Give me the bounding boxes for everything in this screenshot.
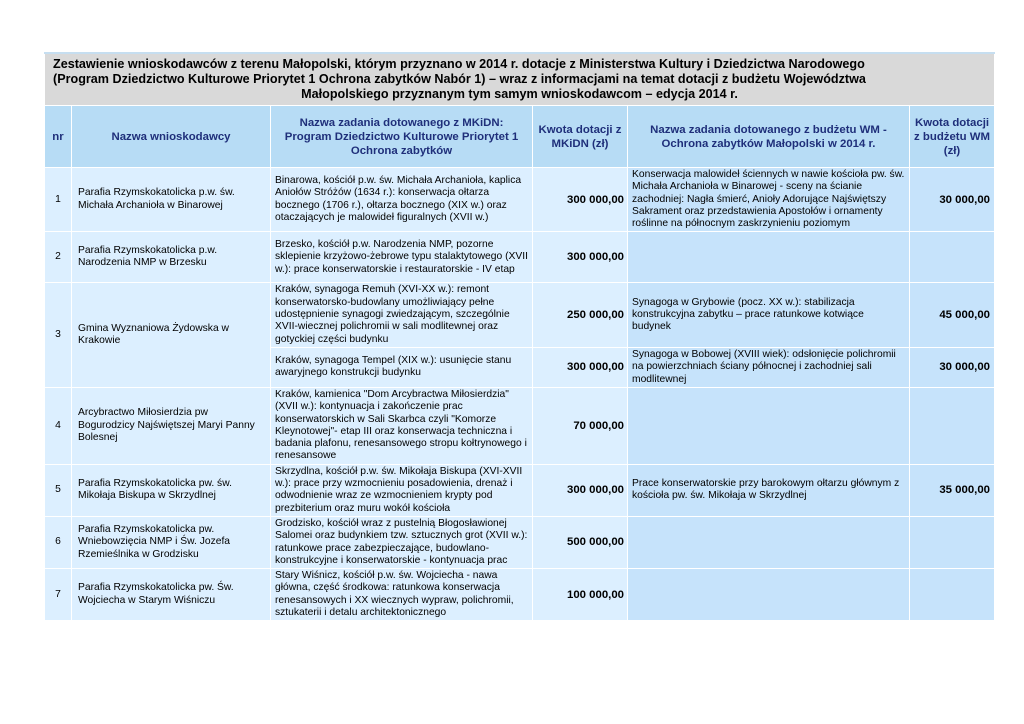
table-row — [45, 569, 995, 621]
wm-task — [628, 516, 910, 568]
wm-amount — [910, 569, 995, 621]
mkidn-amount: 100 000,00 — [533, 569, 628, 621]
mkidn-task: Grodzisko, kościół wraz z pustelnią Błogosławionej Salomei oraz budynkiem tzw. sztucznych grot (XVII w.): ratunkowe prace zabezpieczające, budowlano-konstrukcyjne i konserwatorskie - kontynuacja prac — [271, 516, 533, 568]
table-row — [45, 168, 995, 232]
wm-task: Konserwacja malowideł ściennych w nawie kościoła pw. św. Michała Archanioła w Binarowej - sceny na ścianie zachodniej: Nagła śmierć, Anioły Adorujące Najświętszy Sakrament oraz przedstawienia Apostołów i ornamenty roślinne na północnym zaskrzynieniu poziomym — [628, 168, 910, 232]
wm-amount: 35 000,00 — [910, 464, 995, 516]
wm-task: Synagoga w Grybowie (pocz. XX w.): stabilizacja konstrukcyjna zabytku – prace ratunkowe kotwiące budynek — [628, 283, 910, 347]
table-row — [45, 283, 995, 347]
title-line-1: Zestawienie wnioskodawców z terenu Małopolski, którym przyznano w 2014 r. dotacje z Ministerstwa Kultury i Dziedzictwa Narodowego — [53, 57, 865, 71]
header-applicant: Nazwa wnioskodawcy — [72, 106, 271, 168]
title-line-2: (Program Dziedzictwo Kulturowe Priorytet 1 Ochrona zabytków Nabór 1) – wraz z informacjami na temat dotacji z budżetu Województwa — [53, 72, 866, 86]
table-row — [45, 464, 995, 516]
header-row — [45, 106, 995, 168]
mkidn-amount: 250 000,00 — [533, 283, 628, 347]
title-line-3: Małopolskiego przyznanym tym samym wnioskodawcom – edycja 2014 r. — [301, 87, 738, 101]
mkidn-amount: 70 000,00 — [533, 387, 628, 464]
mkidn-task: Kraków, synagoga Remuh (XVI-XX w.): remont konserwatorsko-budowlany umożliwiający pełne udostępnienie synagogi zwiedzającym, szczególnie XVII-wiecznej polichromii w sali modlitewnej oraz gotyckiej części budynku — [271, 283, 533, 347]
mkidn-amount: 300 000,00 — [533, 464, 628, 516]
wm-task: Prace konserwatorskie przy barokowym ołtarzu głównym z kościoła pw. św. Mikołaja w Skrzydlnej — [628, 464, 910, 516]
row-number: 3 — [45, 283, 72, 387]
table-row — [45, 387, 995, 464]
mkidn-task: Kraków, synagoga Tempel (XIX w.): usunięcie stanu awaryjnego konstrukcji budynku — [271, 347, 533, 387]
mkidn-task: Stary Wiśnicz, kościół p.w. św. Wojciecha - nawa główna, część środkowa: ratunkowa konserwacja renesansowych i XX wiecznych wypraw, polichromii, sztukaterii i detalu architektonicznego — [271, 569, 533, 621]
wm-task — [628, 569, 910, 621]
wm-task — [628, 387, 910, 464]
mkidn-amount: 300 000,00 — [533, 232, 628, 283]
mkidn-amount: 300 000,00 — [533, 168, 628, 232]
applicant-name: Parafia Rzymskokatolicka pw. Wniebowzięcia NMP i Św. Jozefa Rzemieślnika w Grodzisku — [72, 516, 271, 568]
applicant-name: Arcybractwo Miłosierdzia pw Bogurodzicy Najświętszej Maryi Panny Bolesnej — [72, 387, 271, 464]
header-wm-task: Nazwa zadania dotowanego z budżetu WM - Ochrona zabytków Małopolski w 2014 r. — [628, 106, 910, 168]
wm-amount: 30 000,00 — [910, 347, 995, 387]
header-mkidn-task: Nazwa zadania dotowanego z MKiDN: Program Dziedzictwo Kulturowe Priorytet 1 Ochrona zabytków — [271, 106, 533, 168]
header-nr: nr — [45, 106, 72, 168]
table-title — [45, 53, 995, 106]
wm-amount — [910, 516, 995, 568]
wm-amount: 30 000,00 — [910, 168, 995, 232]
wm-amount — [910, 232, 995, 283]
row-number: 7 — [45, 569, 72, 621]
applicant-name: Parafia Rzymskokatolicka p.w. Narodzenia NMP w Brzesku — [72, 232, 271, 283]
mkidn-task: Binarowa, kościół p.w. św. Michała Archanioła, kaplica Aniołów Stróżów (1634 r.): konserwacja ołtarza bocznego (1706 r.), ołtarza bocznego (XIX w.) oraz otaczających je malowideł figuralnych (XVII w.) — [271, 168, 533, 232]
mkidn-task: Skrzydlna, kościół p.w. św. Mikołaja Biskupa (XVI-XVII w.): prace przy wzmocnieniu posadowienia, drenaż i odwodnienie wraz ze wzmocnieniem krypty pod prezbiterium oraz muru wokół kościoła — [271, 464, 533, 516]
row-number: 2 — [45, 232, 72, 283]
mkidn-task: Brzesko, kościół p.w. Narodzenia NMP, pozorne sklepienie krzyżowo-żebrowe typu stalaktytowego (XVII w.): prace konserwatorskie i restauratorskie - IV etap — [271, 232, 533, 283]
mkidn-amount: 300 000,00 — [533, 347, 628, 387]
wm-task — [628, 232, 910, 283]
row-number: 4 — [45, 387, 72, 464]
mkidn-amount: 500 000,00 — [533, 516, 628, 568]
header-wm-amount: Kwota dotacji z budżetu WM (zł) — [910, 106, 995, 168]
table-row — [45, 516, 995, 568]
grant-summary-sheet — [44, 52, 994, 621]
wm-amount — [910, 387, 995, 464]
row-number: 5 — [45, 464, 72, 516]
wm-amount: 45 000,00 — [910, 283, 995, 347]
wm-task: Synagoga w Bobowej (XVIII wiek): odsłonięcie polichromii na powierzchniach ściany północnej i zachodniej sali modlitewnej — [628, 347, 910, 387]
row-number: 6 — [45, 516, 72, 568]
row-number: 1 — [45, 168, 72, 232]
applicant-name: Parafia Rzymskokatolicka p.w. św. Michała Archanioła w Binarowej — [72, 168, 271, 232]
applicant-name: Gmina Wyznaniowa Żydowska w Krakowie — [72, 283, 271, 387]
applicant-name: Parafia Rzymskokatolicka pw. Św. Wojciecha w Starym Wiśniczu — [72, 569, 271, 621]
mkidn-task: Kraków, kamienica "Dom Arcybractwa Miłosierdzia" (XVII w.): kontynuacja i zakończenie prac konserwatorskich w Sali Skarbca czyli "Komorze Kleynotowej"- etap III oraz konserwacja techniczna i badania plafonu, renesansowego stropu kołtrynowego i renesansowe — [271, 387, 533, 464]
grant-table — [44, 52, 995, 621]
header-mkidn-amount: Kwota dotacji z MKiDN (zł) — [533, 106, 628, 168]
applicant-name: Parafia Rzymskokatolicka pw. św. Mikołaja Biskupa w Skrzydlnej — [72, 464, 271, 516]
table-row — [45, 232, 995, 283]
